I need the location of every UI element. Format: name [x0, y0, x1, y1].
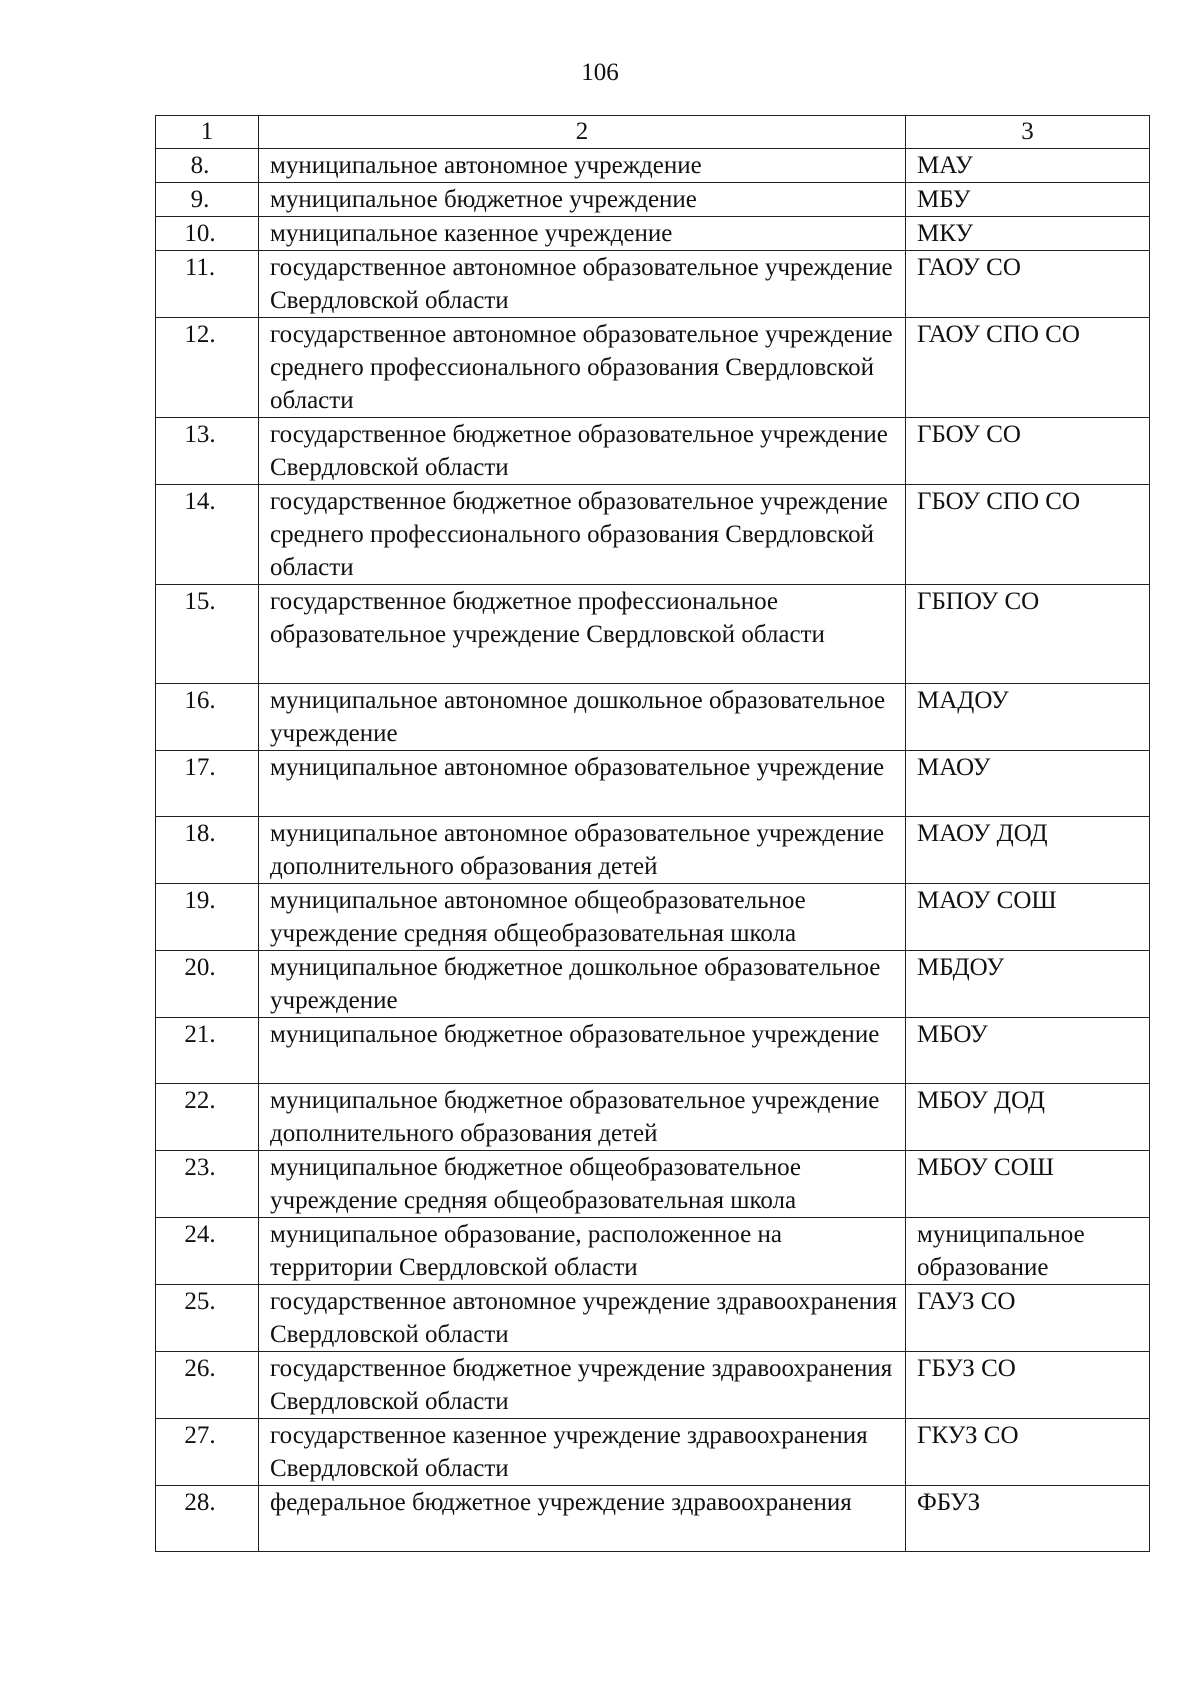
header-cell-2: 2 [259, 116, 906, 149]
row-number: 17. [156, 751, 259, 817]
row-number: 14. [156, 485, 259, 585]
abbreviation: ГБПОУ СО [906, 585, 1150, 684]
institution-name: федеральное бюджетное учреждение здравоохранения [259, 1486, 906, 1552]
abbreviation: ФБУЗ [906, 1486, 1150, 1552]
abbreviation: МАОУ ДОД [906, 817, 1150, 884]
institution-name: муниципальное автономное образовательное учреждение дополнительного образования детей [259, 817, 906, 884]
institution-name: муниципальное образование, расположенное на территории Свердловской области [259, 1218, 906, 1285]
row-number: 27. [156, 1419, 259, 1486]
institution-name: государственное казенное учреждение здравоохранения Свердловской области [259, 1419, 906, 1486]
abbreviation: МАОУ [906, 751, 1150, 817]
table-row [156, 485, 1150, 585]
table-row [156, 217, 1150, 251]
table-row [156, 149, 1150, 183]
abbreviation: МАДОУ [906, 684, 1150, 751]
table-row [156, 684, 1150, 751]
abbreviation: МБОУ [906, 1018, 1150, 1084]
institution-name: муниципальное автономное образовательное учреждение [259, 751, 906, 817]
institution-name: государственное автономное учреждение здравоохранения Свердловской области [259, 1285, 906, 1352]
header-cell-3: 3 [906, 116, 1150, 149]
institution-name: муниципальное автономное дошкольное образовательное учреждение [259, 684, 906, 751]
table-row [156, 1419, 1150, 1486]
row-number: 28. [156, 1486, 259, 1552]
row-number: 16. [156, 684, 259, 751]
abbreviation: ГАОУ СПО СО [906, 318, 1150, 418]
institution-name: государственное автономное образовательное учреждение среднего профессионального образования Свердловской области [259, 318, 906, 418]
abbreviations-table [155, 115, 1150, 1552]
abbreviation: ГБОУ СО [906, 418, 1150, 485]
abbreviation: ГАОУ СО [906, 251, 1150, 318]
row-number: 25. [156, 1285, 259, 1352]
header-cell-1: 1 [156, 116, 259, 149]
institution-name: государственное автономное образовательное учреждение Свердловской области [259, 251, 906, 318]
abbreviation: МКУ [906, 217, 1150, 251]
row-number: 21. [156, 1018, 259, 1084]
table-header-row [156, 116, 1150, 149]
table-row [156, 1218, 1150, 1285]
row-number: 10. [156, 217, 259, 251]
institution-name: государственное бюджетное профессиональное образовательное учреждение Свердловской области [259, 585, 906, 684]
abbreviation: МАУ [906, 149, 1150, 183]
row-number: 22. [156, 1084, 259, 1151]
table-row [156, 1486, 1150, 1552]
table-row [156, 951, 1150, 1018]
table-row [156, 183, 1150, 217]
abbreviation: МБОУ СОШ [906, 1151, 1150, 1218]
row-number: 15. [156, 585, 259, 684]
abbreviation: ГАУЗ СО [906, 1285, 1150, 1352]
institution-name: государственное бюджетное учреждение здравоохранения Свердловской области [259, 1352, 906, 1419]
table-row [156, 585, 1150, 684]
abbreviation: МБОУ ДОД [906, 1084, 1150, 1151]
institution-name: муниципальное бюджетное учреждение [259, 183, 906, 217]
abbreviation: МАОУ СОШ [906, 884, 1150, 951]
page-number: 106 [581, 59, 619, 86]
abbreviation: ГБУЗ СО [906, 1352, 1150, 1419]
table-row [156, 1084, 1150, 1151]
institution-name: муниципальное автономное общеобразовательное учреждение средняя общеобразовательная школа [259, 884, 906, 951]
table-row [156, 817, 1150, 884]
institution-name: муниципальное казенное учреждение [259, 217, 906, 251]
institution-name: муниципальное бюджетное образовательное учреждение [259, 1018, 906, 1084]
institution-name: муниципальное автономное учреждение [259, 149, 906, 183]
table-row [156, 751, 1150, 817]
abbreviation: МБУ [906, 183, 1150, 217]
row-number: 12. [156, 318, 259, 418]
row-number: 20. [156, 951, 259, 1018]
abbreviation: муниципальное образование [906, 1218, 1150, 1285]
row-number: 23. [156, 1151, 259, 1218]
abbreviation: ГБОУ СПО СО [906, 485, 1150, 585]
institution-name: муниципальное бюджетное дошкольное образовательное учреждение [259, 951, 906, 1018]
table-row [156, 1285, 1150, 1352]
row-number: 24. [156, 1218, 259, 1285]
institution-name: муниципальное бюджетное образовательное учреждение дополнительного образования детей [259, 1084, 906, 1151]
table-row [156, 1018, 1150, 1084]
row-number: 26. [156, 1352, 259, 1419]
table-row [156, 884, 1150, 951]
row-number: 11. [156, 251, 259, 318]
table-row [156, 1352, 1150, 1419]
row-number: 13. [156, 418, 259, 485]
table-row [156, 318, 1150, 418]
institution-name: государственное бюджетное образовательное учреждение Свердловской области [259, 418, 906, 485]
institution-name: государственное бюджетное образовательное учреждение среднего профессионального образования Свердловской области [259, 485, 906, 585]
row-number: 18. [156, 817, 259, 884]
institution-name: муниципальное бюджетное общеобразовательное учреждение средняя общеобразовательная школа [259, 1151, 906, 1218]
table-row [156, 1151, 1150, 1218]
table-row [156, 418, 1150, 485]
table-row [156, 251, 1150, 318]
abbreviation: МБДОУ [906, 951, 1150, 1018]
abbreviation: ГКУЗ СО [906, 1419, 1150, 1486]
row-number: 8. [156, 149, 259, 183]
row-number: 19. [156, 884, 259, 951]
row-number: 9. [156, 183, 259, 217]
